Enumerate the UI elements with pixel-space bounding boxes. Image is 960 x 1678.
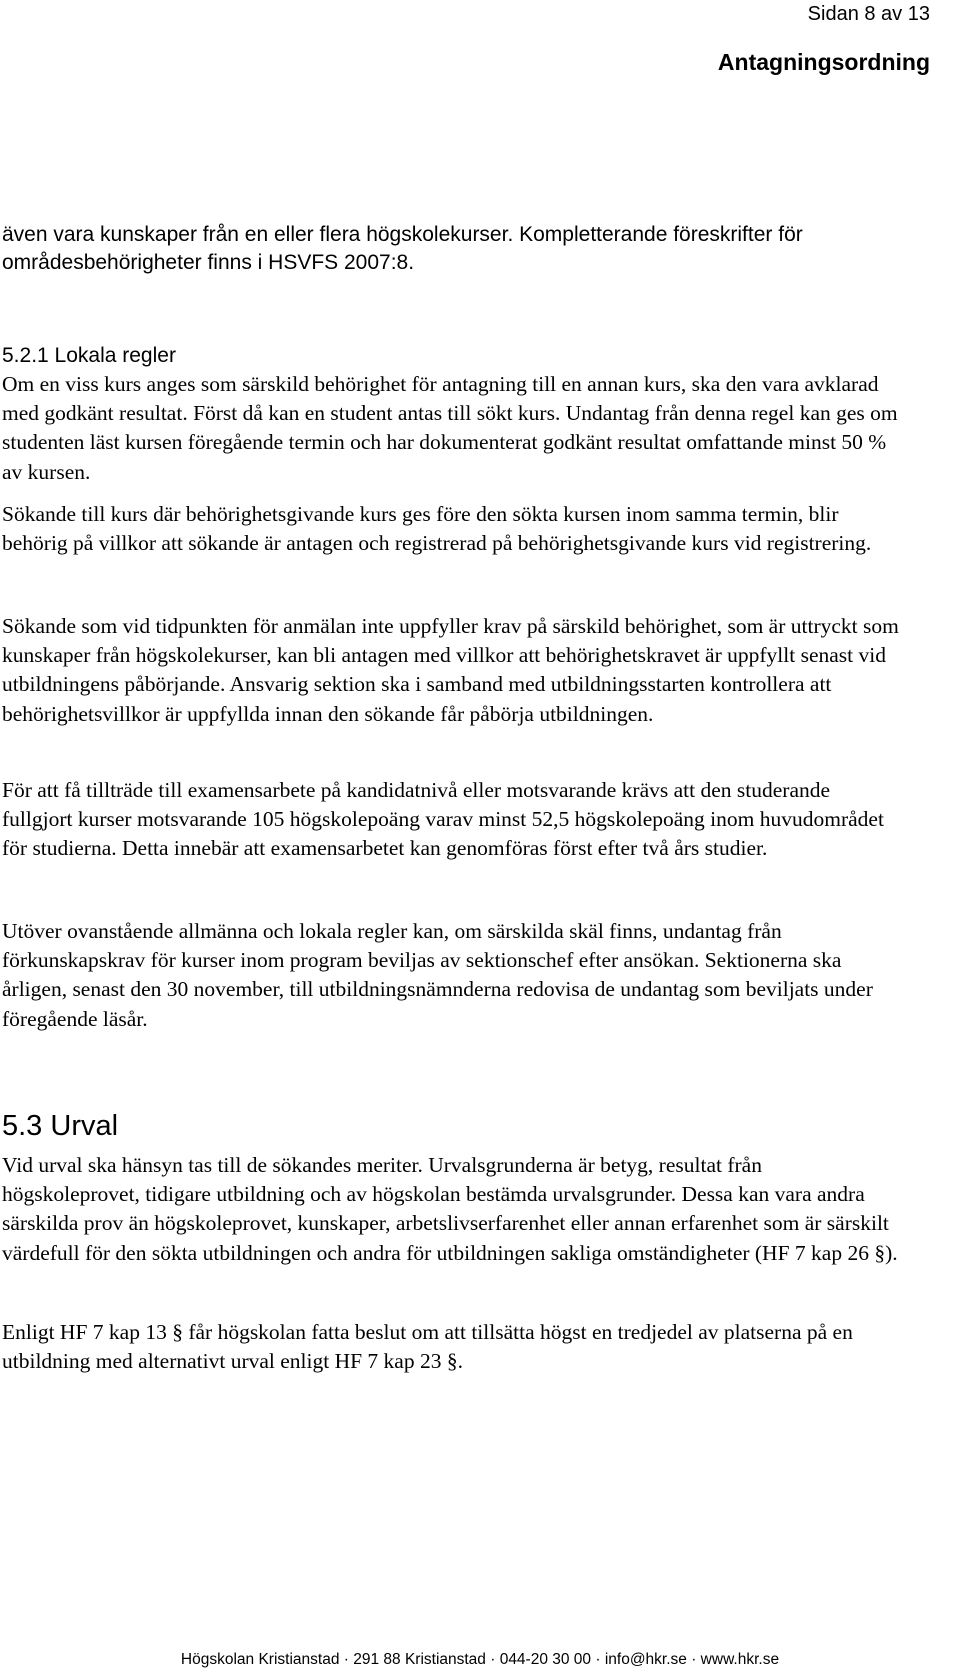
urval-paragraph-1: Vid urval ska hänsyn tas till de sökandes meriter. Urvalsgrunderna är betyg, resultat från högskoleprovet, tidigare utbildning och av högskolan bestämda urvalsgrunder. Dessa kan vara andra särskilda prov än högskoleprovet, kunskaper, arbetslivserfarenhet eller annan erfarenhet som är särskilt värdefull för den sökta utbildningen och andra för utbildningen sakliga omständigheter (HF 7 kap 26 §). [2,1153,898,1265]
urval-paragraph-2: Enligt HF 7 kap 13 § får högskolan fatta beslut om att tillsätta högst en tredjedel av platserna på en utbildning med alternativt urval enligt HF 7 kap 23 §. [2,1320,853,1374]
local-rules-paragraph-4: För att få tillträde till examensarbete på kandidatnivå eller motsvarande krävs att den studerande fullgjort kurser motsvarande 105 högskolepoäng varav minst 52,5 högskolepoäng inom huvudområdet för studierna. Detta innebär att examensarbetet kan genomföras först efter två års studier. [2,778,884,861]
local-rules-paragraph-2: Sökande till kurs där behörighetsgivande kurs ges före den sökta kursen inom samma termin, blir behörig på villkor att sökande är antagen och registrerad på behörighetsgivande kurs vid registrering. [2,502,872,556]
section-heading-local-rules: 5.2.1 Lokala regler [2,344,176,367]
local-rules-paragraph-1: Om en viss kurs anges som särskild behörighet för antagning till en annan kurs, ska den vara avklarad med godkänt resultat. Först då kan en student antas till sökt kurs. Undantag från denna regel kan ges om studenten läst kursen föregående termin och har dokumenterat godkänt resultat omfattande minst 50 % av kursen. [2,372,898,484]
local-rules-paragraph-5: Utöver ovanstående allmänna och lokala regler kan, om särskilda skäl finns, undantag från förkunskapskrav för kurser inom program beviljas av sektionschef efter ansökan. Sektionerna ska årligen, senast den 30 november, till utbildningsnämnderna redovisa de undantag som beviljats under föregående läsår. [2,919,873,1031]
page-number: Sidan 8 av 13 [807,3,930,25]
intro-paragraph: även vara kunskaper från en eller flera högskolekurser. Kompletterande föreskrifter för områdesbehörigheter finns i HSVFS 2007:8. [2,223,803,274]
page-footer: Högskolan Kristianstad · 291 88 Kristianstad · 044-20 30 00 · info@hkr.se · www.hkr.se [180,1651,780,1668]
section-heading-urval: 5.3 Urval [2,1110,119,1142]
local-rules-paragraph-3: Sökande som vid tidpunkten för anmälan inte uppfyller krav på särskild behörighet, som är uttryckt som kunskaper från högskolekurser, kan bli antagen med villkor att behörighetskravet är uppfyllt senast vid utbildningens påbörjande. Ansvarig sektion ska i samband med utbildningsstarten kontrollera att behörighetsvillkor är uppfyllda innan den sökande får påbörja utbildningen. [2,614,899,726]
document-title: Antagningsordning [717,49,930,75]
